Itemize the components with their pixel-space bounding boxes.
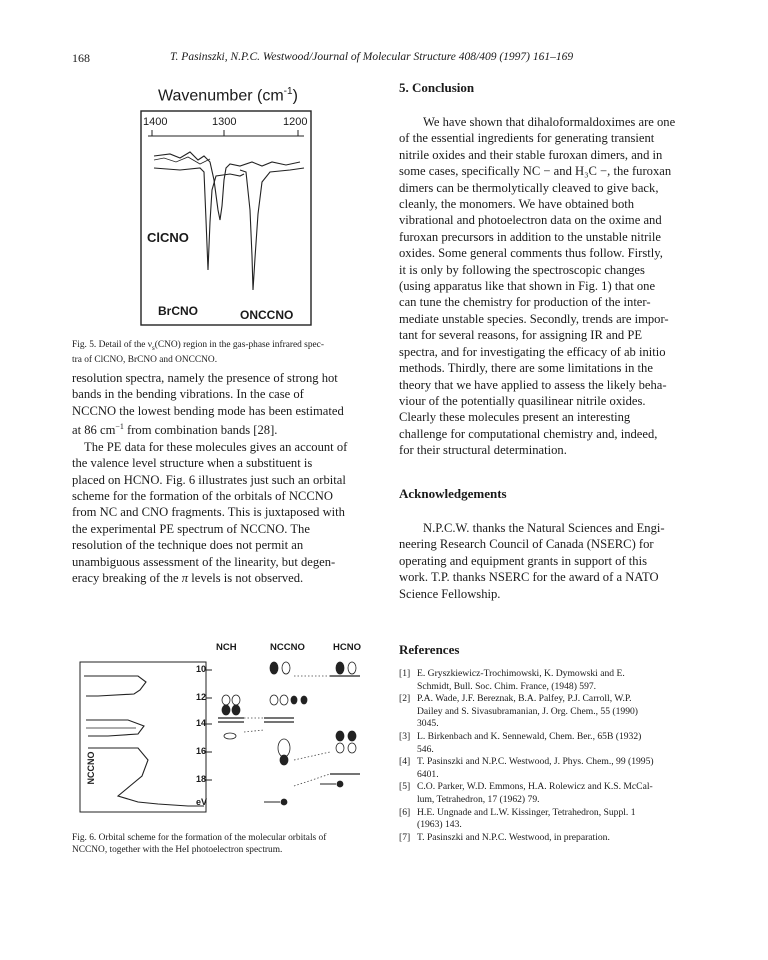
fig5-axis-title-end: ) <box>292 87 298 105</box>
left-text-l4a: at 86 cm <box>72 423 116 438</box>
left-text-line: scheme for the formation of the orbitals of NCCNO <box>72 489 333 504</box>
fig6-orbital-scheme <box>78 656 368 826</box>
conclusion-line: spectra, and for investigating the efficacy of ab initio <box>399 344 666 359</box>
reference-line: T. Pasinszki and N.P.C. Westwood, in preparation. <box>417 831 610 843</box>
fig6-col-nch: NCH <box>216 642 237 653</box>
reference-text <box>417 807 699 832</box>
fig6-ev-tick-14: 14 <box>196 718 207 728</box>
conclusion-line: We have shown that dihaloformaldoximes are one <box>423 115 676 129</box>
fig5-label-onccno: ONCCNO <box>240 308 294 322</box>
left-text-line: the experimental PE spectrum of NCCNO. The <box>72 521 310 536</box>
reference-number: [7] <box>399 831 411 843</box>
reference-item <box>399 731 699 756</box>
left-text-line: resolution spectra, namely the presence of strong hot <box>72 371 338 385</box>
conclusion-line: dimers can be thermolytically cleaved to give back, <box>399 180 659 195</box>
reference-text <box>417 781 699 806</box>
conclusion-line: theory that we have applied to assess the likely beha- <box>399 377 667 392</box>
conclusion-line: can tune the chemistry for production of the inter- <box>399 295 651 310</box>
left-text-line: bands in the bending vibrations. In the case of <box>72 387 304 402</box>
fig5-caption <box>72 339 372 366</box>
ack-line: operating and equipment grants in support of this <box>399 553 647 568</box>
reference-text <box>417 832 699 845</box>
reference-text <box>417 693 699 731</box>
conclusion-line: mediate unstable species. Secondly, trends are impor- <box>399 311 669 326</box>
fig5-axis-title-text: Wavenumber (cm <box>158 87 284 105</box>
acknowledgements-heading: Acknowledgements <box>399 486 507 501</box>
reference-line: 546. <box>417 743 434 755</box>
conclusion-line: viour of the potentially quasilinear nitrile oxides. <box>399 393 646 408</box>
left-text-l4sup: −1 <box>115 422 124 432</box>
conclusion-line: oxides. Some general comments thus follow. Firstly, <box>399 246 663 261</box>
fig6-ev-tick-10: 10 <box>196 664 207 674</box>
fig5-caption-b: (CNO) region in the gas-phase infrared spec- <box>154 340 324 350</box>
reference-line: (1963) 143. <box>417 819 462 831</box>
ack-line: Science Fellowship. <box>399 586 501 601</box>
ack-line: N.P.C.W. thanks the Natural Sciences and Engi- <box>423 521 665 535</box>
conclusion-line: of the essential ingredients for generating transient <box>399 131 655 146</box>
fig5-label-brcno: BrCNO <box>158 304 199 318</box>
fig5-axis-title-sup: -1 <box>283 86 293 97</box>
conclusion-line: challenge for computational chemistry and, indeed, <box>399 426 658 441</box>
reference-item <box>399 693 699 731</box>
reference-line: Dailey and S. Sivasubramanian, J. Org. Chem., 55 (1990) <box>417 705 638 717</box>
left-text-line <box>72 570 374 586</box>
reference-text <box>417 668 699 693</box>
fig6-col-hcno: HCNO <box>333 642 361 653</box>
ack-line: work. T.P. thanks NSERC for the award of a NATO <box>399 570 659 585</box>
reference-item <box>399 807 699 832</box>
reference-item <box>399 756 699 781</box>
reference-line: H.E. Ungnade and L.W. Kissinger, Tetrahedron, Suppl. 1 <box>417 806 636 818</box>
reference-line: P.A. Wade, J.F. Bereznak, B.A. Palfey, P.J. Carroll, W.P. <box>417 693 632 705</box>
left-text-l9a: eracy breaking of the <box>72 571 182 586</box>
reference-number: [4] <box>399 756 411 768</box>
left-text-pi: π <box>181 571 189 586</box>
conclusion-heading: 5. Conclusion <box>399 80 475 95</box>
reference-item <box>399 668 699 693</box>
fig6-ev-tick-18: 18 <box>196 774 207 784</box>
reference-line: lum, Tetrahedron, 17 (1962) 79. <box>417 793 540 805</box>
reference-text <box>417 731 699 756</box>
reference-text <box>417 756 699 781</box>
fig5-caption-sub: s <box>152 343 155 352</box>
left-text-line <box>72 419 374 439</box>
fig6-ev-tick-16: 16 <box>196 746 207 756</box>
reference-line: 6401. <box>417 768 439 780</box>
reference-item <box>399 832 699 845</box>
conclusion-line: tant for several reasons, for assigning IR and PE <box>399 328 643 343</box>
fig5-tick-1200: 1200 <box>283 116 308 128</box>
fig5-ir-spectrum <box>140 110 312 326</box>
fig6-caption-line-2: NCCNO, together with the HeI photoelectron spectrum. <box>72 845 283 855</box>
onccno-trace <box>240 168 304 290</box>
fig5-caption-line-2: tra of ClCNO, BrCNO and ONCCNO. <box>72 354 218 365</box>
fig6-ev-unit: eV <box>196 797 208 807</box>
reference-line: C.O. Parker, W.D. Emmons, H.A. Rolewicz and K.S. McCal- <box>417 781 653 793</box>
left-text-line: from NC and CNO fragments. This is juxtaposed with <box>72 505 345 520</box>
reference-number: [5] <box>399 781 411 793</box>
left-text-line: resolution of the technique does not permit an <box>72 538 304 553</box>
fig5-axis-title <box>158 86 298 105</box>
fig6-caption <box>72 832 382 856</box>
conclusion-line: for their structural determination. <box>399 443 567 458</box>
fig6-spectrum-label: NCCNO <box>86 751 96 785</box>
left-text-line: The PE data for these molecules gives an account of <box>84 439 348 454</box>
reference-line: Schmidt, Bull. Soc. Chim. France, (1948) 597. <box>417 680 597 692</box>
reference-line: T. Pasinszki and N.P.C. Westwood, J. Phys. Chem., 99 (1995) <box>417 756 654 768</box>
fig5-label-clcno: ClCNO <box>147 230 189 245</box>
left-text-line: unambiguous assessment of the linearity, but degen- <box>72 554 336 569</box>
conclusion-line: cleanly, the monomers. We have obtained both <box>399 197 635 212</box>
fig6-caption-line-1: Fig. 6. Orbital scheme for the formation of the molecular orbitals of <box>72 833 327 843</box>
fig5-caption-line-1 <box>72 339 372 354</box>
conclusion-line: furoxan precursors in addition to the unstable nitrile <box>399 229 661 244</box>
left-text-l4b: from combination bands [28]. <box>123 423 278 438</box>
conclusion-line: methods. Thirdly, there are some limitations in the <box>399 361 653 376</box>
left-text-line: placed on HCNO. Fig. 6 illustrates just such an orbital <box>72 472 346 487</box>
conclusion-line: vibrational and photoelectron data on the oxime and <box>399 213 662 228</box>
reference-line: 3045. <box>417 718 439 730</box>
reference-number: [6] <box>399 806 411 818</box>
ack-line: neering Research Council of Canada (NSERC) for <box>399 537 654 552</box>
running-title: T. Pasinszki, N.P.C. Westwood/Journal of Molecular Structure 408/409 (1997) 161–169 <box>170 51 574 63</box>
reference-number: [2] <box>399 693 411 705</box>
reference-item <box>399 781 699 806</box>
brcno-trace <box>154 168 244 270</box>
left-text-line: the valence level structure when a substituent is <box>72 456 313 471</box>
left-text-l9b: levels is not observed. <box>188 571 304 586</box>
fig5-caption-a: Fig. 5. Detail of the ν <box>72 340 153 350</box>
conclusion-line: it is only by following the spectroscopic changes <box>399 262 645 277</box>
conclusion-line: Clearly these molecules present an interesting <box>399 410 631 425</box>
fig5-tick-1300: 1300 <box>212 116 237 128</box>
conclusion-line: some cases, specifically NC − and H₃C −, the furoxan <box>399 164 672 179</box>
fig6-col-nccno: NCCNO <box>270 642 305 653</box>
pe-spectrum-trace <box>84 676 207 806</box>
page-number: 168 <box>72 51 90 65</box>
conclusion-body <box>399 114 699 459</box>
references-heading: References <box>399 642 460 657</box>
reference-number: [3] <box>399 730 411 742</box>
left-body-text <box>72 370 374 586</box>
acknowledgements-body <box>399 520 699 602</box>
fig5-tick-1400: 1400 <box>143 116 168 128</box>
reference-number: [1] <box>399 668 411 679</box>
conclusion-line: (using apparatus like that shown in Fig. 1) that one <box>399 279 656 294</box>
reference-line: L. Birkenbach and K. Sennewald, Chem. Ber., 65B (1932) <box>417 730 642 742</box>
reference-line: E. Gryszkiewicz-Trochimowski, K. Dymowski and E. <box>417 668 625 679</box>
left-text-line: NCCNO the lowest bending mode has been estimated <box>72 403 344 418</box>
conclusion-line: nitrile oxides and their stable furoxan dimers, and in <box>399 147 663 162</box>
fig6-ev-tick-12: 12 <box>196 692 207 702</box>
references-list <box>399 668 699 844</box>
